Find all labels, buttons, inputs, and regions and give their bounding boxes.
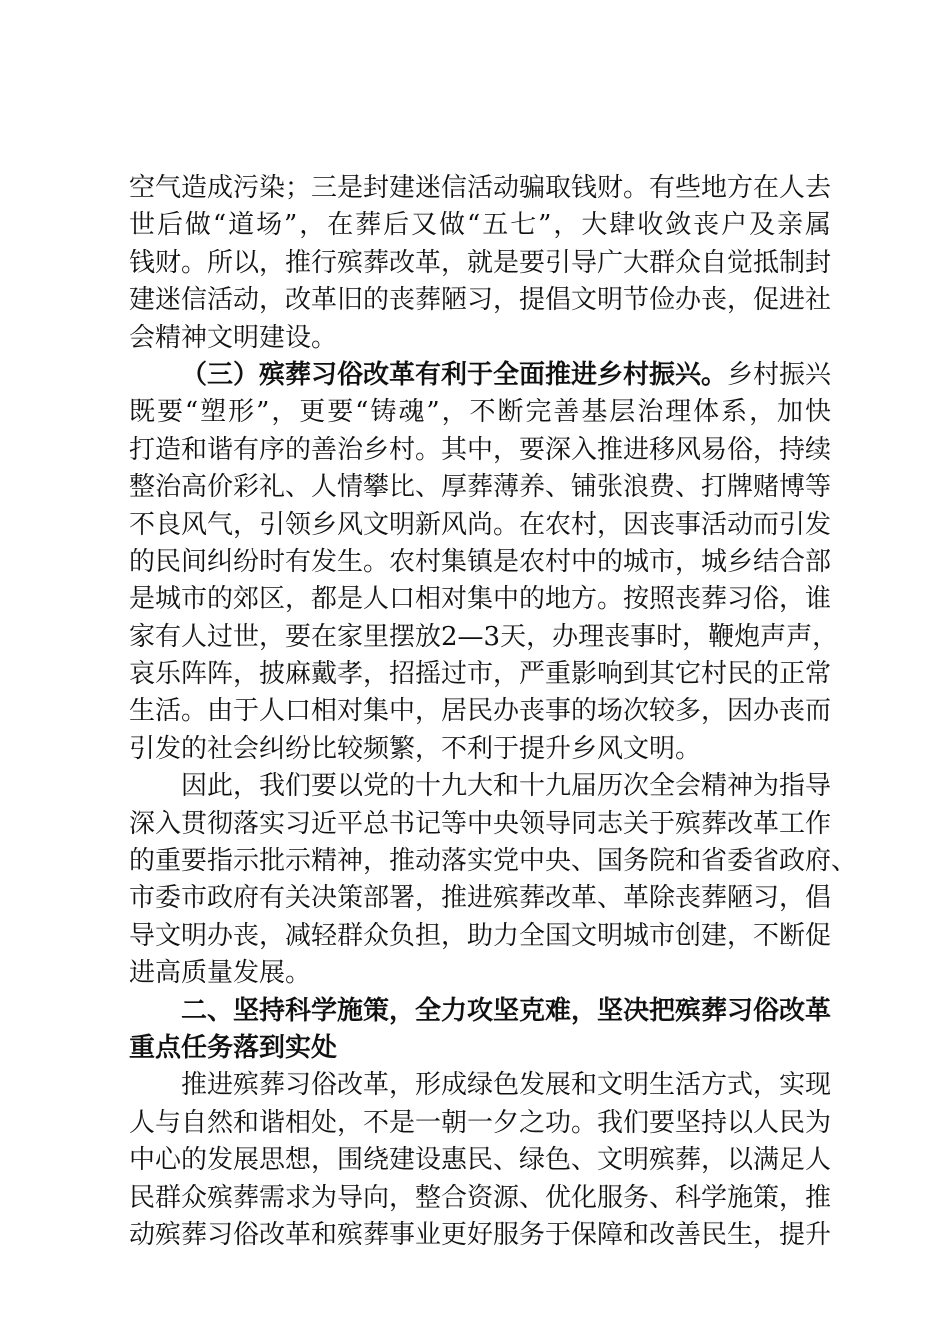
- text-line: 钱财。所以，推行殡葬改革，就是要引导广大群众自觉抵制封: [129, 247, 832, 278]
- heading-line: 重点任务落到实处: [129, 1032, 338, 1063]
- text-line-first: [129, 357, 831, 394]
- text-fragment: 乡村振兴: [727, 359, 832, 390]
- subsection-heading: （三）殡葬习俗改革有利于全面推进乡村振兴。: [181, 359, 728, 390]
- text-line: 打造和谐有序的善治乡村。其中，要深入推进移风易俗，持续: [129, 434, 832, 465]
- text-line: 会精神文明建设。: [129, 322, 338, 353]
- text-line: 进高质量发展。: [129, 958, 312, 989]
- text-line: 空气造成污染；三是封建迷信活动骗取钱财。有些地方在人去: [129, 173, 832, 203]
- text-line: 既要“塑形”，更要“铸魂”，不断完善基层治理体系，加快: [129, 397, 831, 428]
- paragraph-promote-reform: [129, 1067, 831, 1254]
- text-line: 人与自然和谐相处，不是一朝一夕之功。我们要坚持以人民为: [129, 1107, 832, 1138]
- text-line: 建迷信活动，改革旧的丧葬陋习，提倡文明节俭办丧，促进社: [129, 285, 832, 316]
- text-line: 深入贯彻落实习近平总书记等中央领导同志关于殡葬改革工作: [129, 808, 832, 839]
- paragraph-therefore: [129, 768, 858, 992]
- text-line: 的民间纠纷时有发生。农村集镇是农村中的城市，城乡结合部: [129, 546, 832, 577]
- text-line: 生活。由于人口相对集中，居民办丧事的场次较多，因办丧而: [129, 696, 832, 727]
- text-line: 是城市的郊区，都是人口相对集中的地方。按照丧葬习俗，谁: [129, 584, 832, 615]
- text-line: 引发的社会纠纷比较频繁，不利于提升乡风文明。: [129, 733, 702, 764]
- paragraph-rural-revitalization: [129, 357, 839, 768]
- text-line: 哀乐阵阵，披麻戴孝，招摇过市，严重影响到其它村民的正常: [129, 659, 832, 690]
- paragraph-pollution-superstition: [129, 170, 831, 357]
- text-line: 家有人过世，要在家里摆放2—3天，办理丧事时，鞭炮声声，: [129, 621, 839, 652]
- section-heading-two: [129, 993, 831, 1068]
- text-line: 导文明办丧，减轻群众负担，助力全国文明城市创建，不断促: [129, 920, 832, 951]
- text-line: 不良风气，引领乡风文明新风尚。在农村，因丧事活动而引发: [129, 509, 832, 540]
- text-line: 世后做“道场”，在葬后又做“五七”，大肆收敛丧户及亲属: [129, 210, 831, 241]
- text-line: 市委市政府有关决策部署，推进殡葬改革、革除丧葬陋习，倡: [129, 883, 832, 914]
- text-line-first: 因此，我们要以党的十九大和十九届历次全会精神为指导: [181, 771, 832, 802]
- document-page: [129, 170, 858, 1254]
- text-line: 动殡葬习俗改革和殡葬事业更好服务于保障和改善民生，提升: [129, 1219, 832, 1250]
- text-line: 整治高价彩礼、人情攀比、厚葬薄养、铺张浪费、打牌赌博等: [129, 472, 832, 503]
- heading-line: 二、坚持科学施策，全力攻坚克难，坚决把殡葬习俗改革: [181, 995, 832, 1026]
- text-line-first: 推进殡葬习俗改革，形成绿色发展和文明生活方式，实现: [181, 1070, 832, 1101]
- text-line: 中心的发展思想，围绕建设惠民、绿色、文明殡葬，以满足人: [129, 1145, 832, 1176]
- text-line: 的重要指示批示精神，推动落实党中央、国务院和省委省政府、: [129, 846, 858, 877]
- text-line: 民群众殡葬需求为导向，整合资源、优化服务、科学施策，推: [129, 1182, 832, 1213]
